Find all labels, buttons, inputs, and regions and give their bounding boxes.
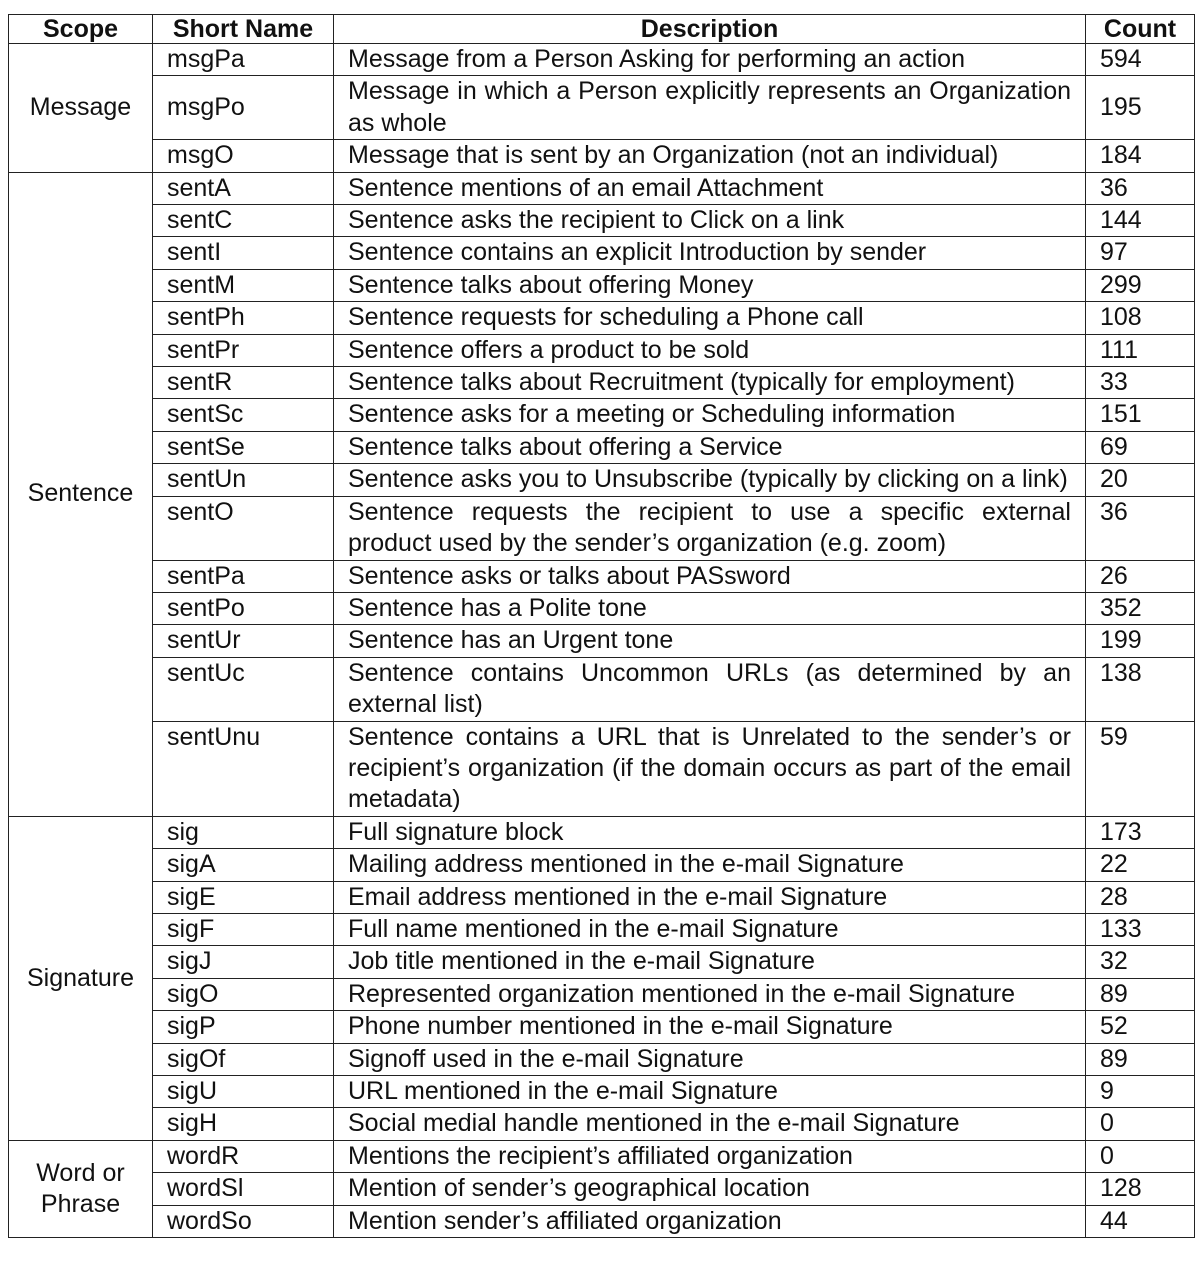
description-cell: Sentence requests for scheduling a Phone call <box>334 302 1086 334</box>
count-cell: 36 <box>1086 496 1195 560</box>
table-row <box>9 946 1195 978</box>
table-row <box>9 76 1195 140</box>
short-name-cell: sig <box>153 816 334 848</box>
table-row <box>9 592 1195 624</box>
count-cell: 89 <box>1086 1043 1195 1075</box>
count-cell: 59 <box>1086 721 1195 816</box>
short-name-cell: sentM <box>153 269 334 301</box>
table-row <box>9 205 1195 237</box>
header-description: Description <box>334 15 1086 44</box>
description-cell: Sentence asks the recipient to Click on a link <box>334 205 1086 237</box>
short-name-cell: sigF <box>153 913 334 945</box>
short-name-cell: sigP <box>153 1011 334 1043</box>
short-name-cell: wordR <box>153 1140 334 1172</box>
header-short-name: Short Name <box>153 15 334 44</box>
count-cell: 52 <box>1086 1011 1195 1043</box>
description-cell: Sentence talks about offering a Service <box>334 431 1086 463</box>
short-name-cell: sigH <box>153 1108 334 1140</box>
table-row <box>9 44 1195 76</box>
table-row <box>9 334 1195 366</box>
short-name-cell: sentSe <box>153 431 334 463</box>
short-name-cell: msgPo <box>153 76 334 140</box>
count-cell: 89 <box>1086 978 1195 1010</box>
table-row <box>9 849 1195 881</box>
count-cell: 173 <box>1086 816 1195 848</box>
count-cell: 199 <box>1086 625 1195 657</box>
short-name-cell: sentO <box>153 496 334 560</box>
description-cell: Sentence contains a URL that is Unrelated to the sender’s or recipient’s organization (if the domain occurs as part of the email metadata) <box>334 721 1086 816</box>
count-cell: 151 <box>1086 399 1195 431</box>
short-name-cell: sigO <box>153 978 334 1010</box>
description-cell: Sentence contains an explicit Introduction by sender <box>334 237 1086 269</box>
short-name-cell: sentI <box>153 237 334 269</box>
short-name-cell: sentPh <box>153 302 334 334</box>
description-cell: Mailing address mentioned in the e-mail Signature <box>334 849 1086 881</box>
table-row <box>9 399 1195 431</box>
description-cell: Social medial handle mentioned in the e-mail Signature <box>334 1108 1086 1140</box>
description-cell: Sentence offers a product to be sold <box>334 334 1086 366</box>
count-cell: 97 <box>1086 237 1195 269</box>
table-row <box>9 1173 1195 1205</box>
short-name-cell: sentR <box>153 367 334 399</box>
table-row <box>9 431 1195 463</box>
description-cell: Mentions the recipient’s affiliated organization <box>334 1140 1086 1172</box>
description-cell: Full name mentioned in the e-mail Signature <box>334 913 1086 945</box>
count-cell: 20 <box>1086 464 1195 496</box>
description-cell: Message that is sent by an Organization (not an individual) <box>334 140 1086 172</box>
table-row <box>9 237 1195 269</box>
count-cell: 9 <box>1086 1076 1195 1108</box>
short-name-cell: sigU <box>153 1076 334 1108</box>
count-cell: 195 <box>1086 76 1195 140</box>
count-cell: 26 <box>1086 560 1195 592</box>
short-name-cell: sentA <box>153 172 334 204</box>
short-name-cell: msgPa <box>153 44 334 76</box>
description-cell: Mention of sender’s geographical location <box>334 1173 1086 1205</box>
short-name-cell: sigJ <box>153 946 334 978</box>
table-row <box>9 657 1195 721</box>
table-row <box>9 269 1195 301</box>
description-cell: Sentence asks you to Unsubscribe (typically by clicking on a link) <box>334 464 1086 496</box>
description-cell: Message from a Person Asking for performing an action <box>334 44 1086 76</box>
scope-cell: Signature <box>9 816 153 1140</box>
table-body <box>9 44 1195 1238</box>
description-cell: Sentence asks for a meeting or Scheduling information <box>334 399 1086 431</box>
count-cell: 138 <box>1086 657 1195 721</box>
short-name-cell: sentUc <box>153 657 334 721</box>
description-cell: Sentence contains Uncommon URLs (as determined by an external list) <box>334 657 1086 721</box>
count-cell: 32 <box>1086 946 1195 978</box>
table-row <box>9 881 1195 913</box>
description-cell: URL mentioned in the e-mail Signature <box>334 1076 1086 1108</box>
short-name-cell: sigA <box>153 849 334 881</box>
table-row <box>9 496 1195 560</box>
count-cell: 0 <box>1086 1140 1195 1172</box>
description-cell: Sentence mentions of an email Attachment <box>334 172 1086 204</box>
table-row <box>9 464 1195 496</box>
short-name-cell: sentUn <box>153 464 334 496</box>
short-name-cell: sentC <box>153 205 334 237</box>
count-cell: 28 <box>1086 881 1195 913</box>
description-cell: Full signature block <box>334 816 1086 848</box>
table-row <box>9 1205 1195 1237</box>
scope-cell: Word or Phrase <box>9 1140 153 1237</box>
scope-cell: Message <box>9 44 153 173</box>
count-cell: 108 <box>1086 302 1195 334</box>
table-row <box>9 1108 1195 1140</box>
table-row <box>9 1140 1195 1172</box>
description-cell: Sentence has an Urgent tone <box>334 625 1086 657</box>
count-cell: 133 <box>1086 913 1195 945</box>
short-name-cell: sigOf <box>153 1043 334 1075</box>
table-row <box>9 816 1195 848</box>
header-count: Count <box>1086 15 1195 44</box>
table-row <box>9 913 1195 945</box>
description-cell: Email address mentioned in the e-mail Signature <box>334 881 1086 913</box>
count-cell: 111 <box>1086 334 1195 366</box>
description-cell: Signoff used in the e-mail Signature <box>334 1043 1086 1075</box>
header-scope: Scope <box>9 15 153 44</box>
table-row <box>9 978 1195 1010</box>
count-cell: 128 <box>1086 1173 1195 1205</box>
short-name-cell: sentPo <box>153 592 334 624</box>
count-cell: 594 <box>1086 44 1195 76</box>
count-cell: 0 <box>1086 1108 1195 1140</box>
short-name-cell: sentPr <box>153 334 334 366</box>
table-row <box>9 172 1195 204</box>
short-name-cell: sigE <box>153 881 334 913</box>
count-cell: 184 <box>1086 140 1195 172</box>
count-cell: 352 <box>1086 592 1195 624</box>
feature-table <box>8 14 1195 1238</box>
short-name-cell: sentUnu <box>153 721 334 816</box>
count-cell: 44 <box>1086 1205 1195 1237</box>
table-row <box>9 1076 1195 1108</box>
short-name-cell: sentPa <box>153 560 334 592</box>
short-name-cell: wordSl <box>153 1173 334 1205</box>
description-cell: Message in which a Person explicitly represents an Organization as whole <box>334 76 1086 140</box>
header-row <box>9 15 1195 44</box>
description-cell: Sentence requests the recipient to use a specific external product used by the sender’s organization (e.g. zoom) <box>334 496 1086 560</box>
table-row <box>9 1043 1195 1075</box>
count-cell: 69 <box>1086 431 1195 463</box>
description-cell: Sentence has a Polite tone <box>334 592 1086 624</box>
description-cell: Mention sender’s affiliated organization <box>334 1205 1086 1237</box>
table-row <box>9 625 1195 657</box>
count-cell: 36 <box>1086 172 1195 204</box>
short-name-cell: sentUr <box>153 625 334 657</box>
description-cell: Sentence talks about offering Money <box>334 269 1086 301</box>
count-cell: 33 <box>1086 367 1195 399</box>
table-row <box>9 140 1195 172</box>
description-cell: Sentence talks about Recruitment (typically for employment) <box>334 367 1086 399</box>
table-row <box>9 560 1195 592</box>
count-cell: 144 <box>1086 205 1195 237</box>
scope-cell: Sentence <box>9 172 153 816</box>
count-cell: 22 <box>1086 849 1195 881</box>
description-cell: Job title mentioned in the e-mail Signature <box>334 946 1086 978</box>
description-cell: Sentence asks or talks about PASsword <box>334 560 1086 592</box>
table-row <box>9 367 1195 399</box>
table-row <box>9 721 1195 816</box>
short-name-cell: msgO <box>153 140 334 172</box>
count-cell: 299 <box>1086 269 1195 301</box>
description-cell: Phone number mentioned in the e-mail Signature <box>334 1011 1086 1043</box>
table-container <box>8 14 1195 1238</box>
table-row <box>9 302 1195 334</box>
short-name-cell: sentSc <box>153 399 334 431</box>
short-name-cell: wordSo <box>153 1205 334 1237</box>
table-row <box>9 1011 1195 1043</box>
description-cell: Represented organization mentioned in the e-mail Signature <box>334 978 1086 1010</box>
